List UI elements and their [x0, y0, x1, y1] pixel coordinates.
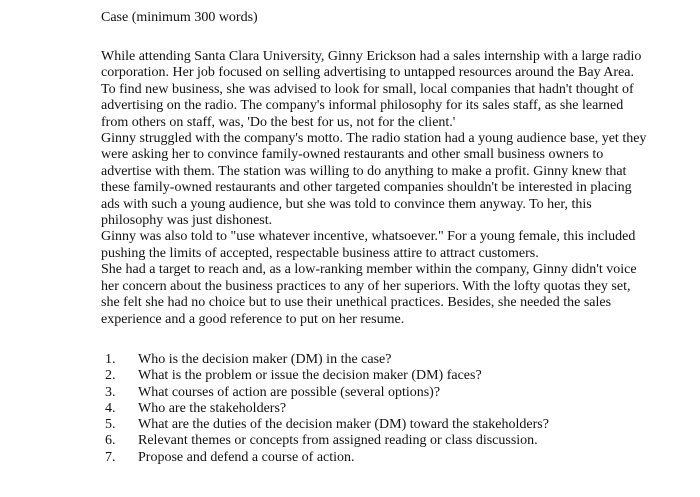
case-line: advertising on the radio. The company's informal philosophy for its sales staff, as she learned: [101, 98, 624, 114]
list-number: 2.: [105, 368, 116, 384]
question-list: [101, 352, 681, 466]
question-text: Propose and defend a course of action.: [138, 449, 355, 465]
list-number: 4.: [105, 400, 116, 416]
case-document: [101, 9, 681, 328]
list-number: 3.: [105, 384, 116, 400]
list-item: [101, 433, 681, 449]
list-number: 1.: [105, 352, 116, 367]
question-text: What are the duties of the decision maker (DM) toward the stakeholders?: [138, 417, 549, 433]
question-text: Who are the stakeholders?: [138, 400, 287, 416]
case-line: experience and a good reference to put on her resume.: [101, 311, 405, 327]
case-line: advertise with them. The station was willing to do anything to make a profit. Ginny knew that: [101, 163, 627, 179]
case-line: corporation. Her job focused on selling advertising to untapped resources around the Bay Area.: [101, 65, 635, 81]
case-line: philosophy was just dishonest.: [101, 213, 273, 229]
case-line: her concern about the business practices to any of her superiors. With the lofty quotas they set,: [101, 278, 631, 294]
question-text: What is the problem or issue the decision maker (DM) faces?: [138, 368, 482, 384]
case-line: Ginny struggled with the company's motto. The radio station had a young audience base, yet they: [101, 131, 647, 147]
list-item: [101, 450, 681, 466]
case-line: pushing the limits of accepted, respectable business attire to attract customers.: [101, 245, 539, 261]
list-item: [101, 368, 681, 384]
case-line: she felt she had no choice but to use their unethical practices. Besides, she needed the sales: [101, 295, 612, 311]
list-number: 6.: [105, 433, 116, 449]
case-line: ads with such a young audience, but she was told to convince them anyway. To her, this: [101, 196, 592, 212]
case-line: Ginny was also told to "use whatever incentive, whatsoever." For a young female, this included: [101, 229, 636, 245]
list-number: 7.: [105, 449, 116, 465]
case-line: While attending Santa Clara University, Ginny Erickson had a sales internship with a large radio: [101, 49, 642, 64]
page-title: Case (minimum 300 words): [101, 10, 258, 25]
case-line: these family-owned restaurants and other targeted companies shouldn't be interested in placing: [101, 180, 632, 196]
case-line: She had a target to reach and, as a low-ranking member within the company, Ginny didn't voice: [101, 262, 637, 278]
question-text: Who is the decision maker (DM) in the case?: [138, 352, 392, 367]
question-text: Relevant themes or concepts from assigned reading or class discussion.: [138, 433, 538, 449]
list-number: 5.: [105, 417, 116, 433]
question-text: What courses of action are possible (several options)?: [138, 384, 441, 400]
list-item: [101, 417, 681, 433]
list-item: [101, 352, 681, 368]
case-paragraph: [101, 49, 681, 328]
case-line: from others on staff, was, 'Do the best for us, not for the client.': [101, 114, 456, 130]
list-item: [101, 401, 681, 417]
case-line: To find new business, she was advised to look for small, local companies that hadn't thought of: [101, 81, 634, 97]
case-line: were asking her to convince family-owned restaurants and other small business owners to: [101, 147, 604, 163]
list-item: [101, 385, 681, 401]
